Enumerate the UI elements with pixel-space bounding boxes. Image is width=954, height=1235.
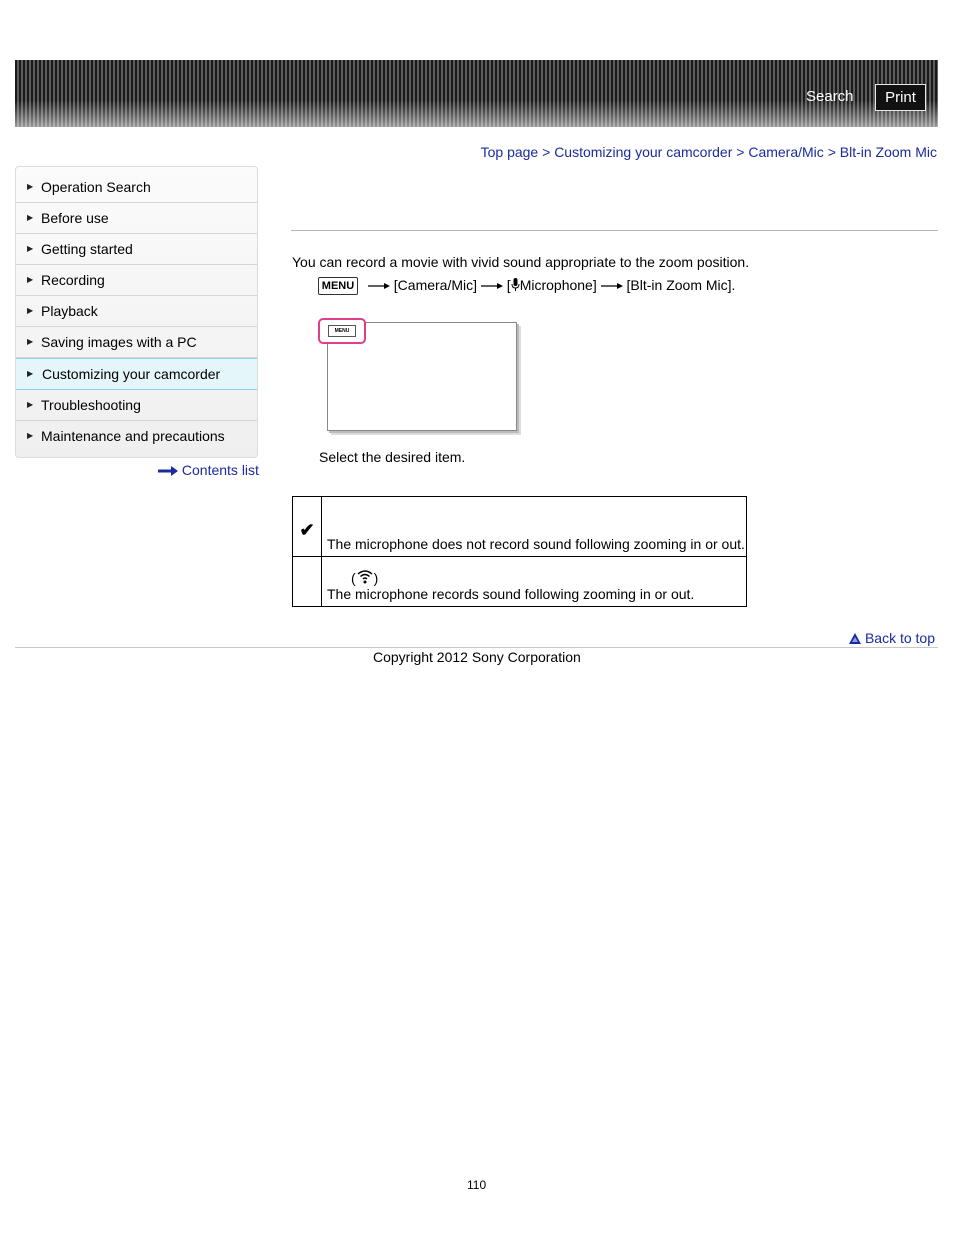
breadcrumb-separator: > — [736, 144, 745, 160]
screen-menu-icon: MENU — [328, 325, 356, 337]
step-blt-in-zoom-mic: [Blt-in Zoom Mic]. — [626, 277, 736, 293]
option-on-title-close: ) — [373, 570, 379, 586]
option-off-cell — [322, 497, 747, 557]
option-on-cell — [322, 557, 747, 607]
search-button[interactable]: Search — [806, 88, 854, 105]
copyright-text: Copyright 2012 Sony Corporation — [373, 649, 581, 665]
table-row — [293, 557, 747, 607]
sidebar-item-label: Customizing your camcorder — [42, 366, 221, 382]
option-off-desc: The microphone does not record sound following zooming in or out. — [327, 536, 745, 552]
sidebar-item-maintenance[interactable] — [16, 421, 257, 451]
triangle-right-icon: ▶ — [27, 275, 34, 284]
triangle-up-icon — [849, 633, 861, 644]
default-mark-cell — [293, 497, 322, 557]
intro-text: You can record a movie with vivid sound appropriate to the zoom position. — [292, 254, 750, 270]
print-button[interactable]: Print — [875, 84, 926, 111]
sidebar-item-operation-search[interactable] — [16, 167, 257, 203]
sidebar-item-label: Operation Search — [41, 179, 151, 195]
microphone-icon — [511, 278, 520, 292]
option-on-desc: The microphone records sound following zooming in or out. — [327, 586, 695, 602]
menu-steps — [318, 277, 735, 295]
triangle-right-icon: ▶ — [27, 306, 34, 315]
breadcrumb-camera-mic[interactable]: Camera/Mic — [748, 144, 824, 160]
select-instruction: Select the desired item. — [319, 449, 466, 465]
sidebar-item-customizing[interactable] — [15, 358, 258, 390]
title-divider — [291, 230, 938, 231]
sidebar-item-label: Saving images with a PC — [41, 334, 197, 350]
screen-menu-highlight — [318, 318, 366, 344]
sidebar-item-recording[interactable] — [16, 265, 257, 296]
arrow-right-icon — [481, 282, 503, 290]
sidebar-nav — [15, 166, 258, 458]
breadcrumb-customizing[interactable]: Customizing your camcorder — [554, 144, 733, 160]
step-microphone: Microphone] — [519, 277, 597, 293]
arrow-right-icon — [368, 282, 390, 290]
menu-key-icon: MENU — [318, 277, 358, 295]
breadcrumb-separator: > — [827, 144, 836, 160]
sidebar-item-label: Getting started — [41, 241, 133, 257]
sidebar-item-playback[interactable] — [16, 296, 257, 327]
sidebar-item-before-use[interactable] — [16, 203, 257, 234]
triangle-right-icon: ▶ — [27, 369, 34, 378]
mark-cell — [293, 557, 322, 607]
triangle-right-icon: ▶ — [27, 213, 34, 222]
sidebar-item-label: Playback — [41, 303, 98, 319]
triangle-right-icon: ▶ — [27, 337, 34, 346]
contents-list-link[interactable] — [158, 462, 259, 478]
sidebar-item-label: Maintenance and precautions — [41, 428, 225, 444]
sidebar-item-label: Before use — [41, 210, 109, 226]
back-to-top-label: Back to top — [864, 630, 935, 646]
header-bar — [15, 60, 938, 127]
page-number: 110 — [467, 1178, 487, 1192]
sidebar-item-getting-started[interactable] — [16, 234, 257, 265]
back-to-top-link[interactable] — [849, 630, 935, 646]
contents-list-label: Contents list — [181, 462, 259, 478]
checkmark-icon: ✔ — [299, 520, 315, 540]
breadcrumb-top-page[interactable]: Top page — [480, 144, 539, 160]
sidebar-item-label: Recording — [41, 272, 105, 288]
triangle-right-icon: ▶ — [27, 244, 34, 253]
zoom-mic-icon — [356, 570, 374, 584]
arrow-right-icon — [601, 282, 623, 290]
option-on-title: ( ) — [351, 570, 379, 586]
breadcrumb-separator: > — [542, 144, 551, 160]
breadcrumb-current[interactable]: Blt-in Zoom Mic — [839, 144, 937, 160]
sidebar-item-troubleshooting[interactable] — [16, 390, 257, 421]
step-bracket: [ — [506, 277, 511, 293]
triangle-right-icon: ▶ — [27, 182, 34, 191]
triangle-right-icon: ▶ — [27, 400, 34, 409]
footer-divider — [15, 647, 938, 648]
table-row — [293, 497, 747, 557]
sidebar-item-saving-images[interactable] — [16, 327, 257, 358]
options-table — [292, 496, 747, 607]
arrow-right-icon — [158, 466, 178, 476]
step-camera-mic: [Camera/Mic] — [393, 277, 478, 293]
sidebar-item-label: Troubleshooting — [41, 397, 141, 413]
breadcrumb — [481, 144, 937, 160]
triangle-right-icon: ▶ — [27, 431, 34, 440]
